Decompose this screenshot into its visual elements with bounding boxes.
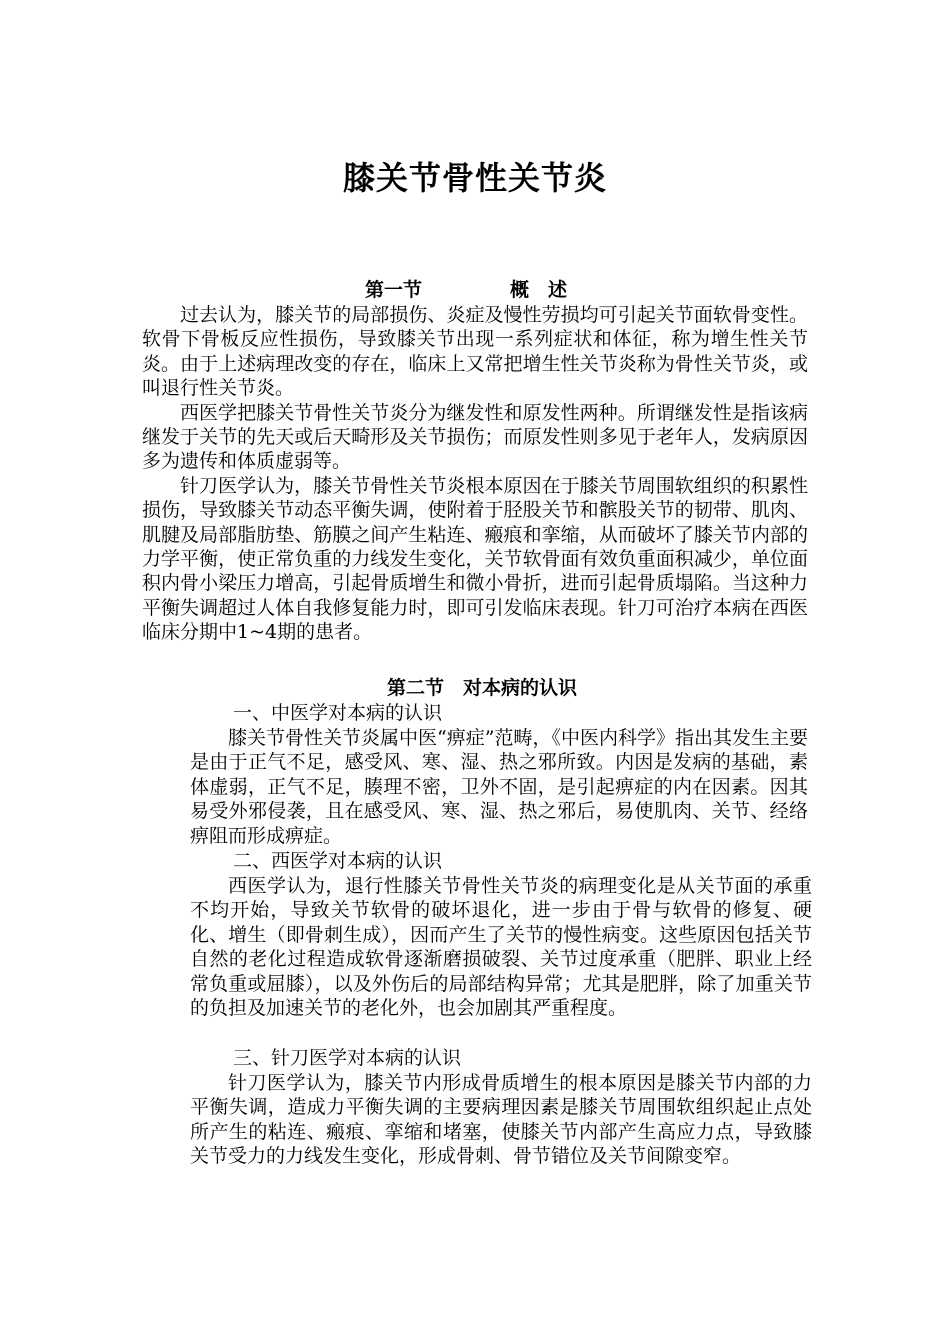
section1-heading-title: 概 述 [510,279,568,301]
subsection-paragraph: 针刀医学认为，膝关节内形成骨质增生的根本原因是膝关节内部的力平衡失调，造成力平衡失调的主要病理因素是膝关节周围软组织起止点处所产生的粘连、瘢痕、挛缩和堵塞，使膝关节内部产生高应力点，导致膝关节受力的力线发生变化，形成骨刺、骨节错位及关节间隙变窄。 [190,1072,812,1168]
section2-subheading-tcm: 一、中医学对本病的认识 [233,702,443,724]
section2-heading: 第二节 对本病的认识 [387,677,578,699]
section1-heading-number: 第一节 [365,279,423,301]
section2-subsection-western [190,874,812,1020]
subsection-paragraph: 膝关节骨性关节炎属中医“痹症”范畴，《中医内科学》指出其发生主要是由于正气不足，感受风、寒、湿、热之邪所致。内因是发病的基础，素体虚弱，正气不足，腠理不密，卫外不固，是引起痹症的内在因素。因其易受外邪侵袭，且在感受风、寒、湿、热之邪后，易使肌肉、关节、经络痹阻而形成痹症。 [190,727,808,847]
section2-subheading-western: 二、西医学对本病的认识 [233,850,443,872]
document-title: 膝关节骨性关节炎 [342,159,607,197]
section2-subsection-tcm [190,726,808,848]
section1-body [142,303,808,645]
section1-paragraph: 西医学把膝关节骨性关节炎分为继发性和原发性两种。所谓继发性是指该病继发于关节的先天或后天畸形及关节损伤；而原发性则多见于老年人，发病原因多为遗传和体质虚弱等。 [142,401,808,473]
section1-paragraph: 过去认为，膝关节的局部损伤、炎症及慢性劳损均可引起关节面软骨变性。软骨下骨板反应性损伤，导致膝关节出现一系列症状和体征，称为增生性关节炎。由于上述病理改变的存在，临床上又常把增生性关节炎称为骨性关节炎，或叫退行性关节炎。 [142,304,808,400]
section2-subsection-acupotomy [190,1071,812,1169]
section2-subheading-acupotomy: 三、针刀医学对本病的认识 [233,1047,462,1069]
subsection-paragraph: 西医学认为，退行性膝关节骨性关节炎的病理变化是从关节面的承重不均开始，导致关节软骨的破坏退化，进一步由于骨与软骨的修复、硬化、增生（即骨刺生成），因而产生了关节的慢性病变。这些原因包括关节自然的老化过程造成软骨逐渐磨损破裂、关节过度承重（肥胖、职业上经常负重或屈膝），以及外伤后的局部结构异常；尤其是肥胖，除了加重关节的负担及加速关节的老化外，也会加剧其严重程度。 [190,875,812,1020]
section1-heading [365,278,567,302]
section1-paragraph: 针刀医学认为，膝关节骨性关节炎根本原因在于膝关节周围软组织的积累性损伤，导致膝关节动态平衡失调，使附着于胫股关节和髌股关节的韧带、肌肉、肌腱及局部脂肪垫、筋膜之间产生粘连、瘢痕和挛缩，从而破坏了膝关节内部的力学平衡，使正常负重的力线发生变化，关节软骨面有效负重面积减少，单位面积内骨小梁压力增高，引起骨质增生和微小骨折，进而引起骨质塌陷。当这种力平衡失调超过人体自我修复能力时，即可引发临床表现。针刀可治疗本病在西医临床分期中1~4期的患者。 [142,474,808,644]
